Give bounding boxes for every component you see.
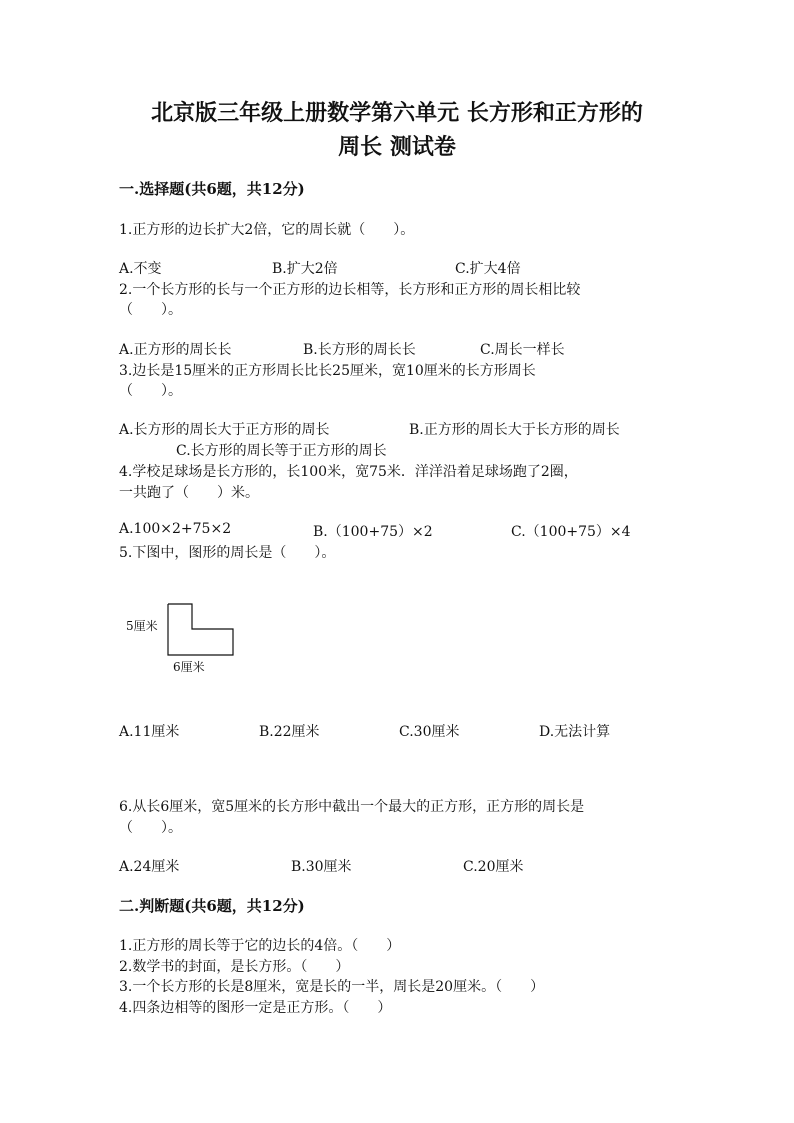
- question-1-text: 1.正方形的边长扩大2倍，它的周长就（ ）。: [119, 222, 415, 238]
- judgement-item-3: 3.一个长方形的长是8厘米，宽是长的一半，周长是20厘米。（ ）: [119, 979, 545, 995]
- question-2-text-line2: （ ）。: [119, 302, 182, 318]
- question-6-text-line2: （ ）。: [119, 820, 182, 836]
- page-title: [100, 96, 694, 164]
- question-2-option-a[interactable]: A.正方形的周长长: [119, 342, 232, 358]
- question-2-option-b[interactable]: B.长方形的周长长: [303, 342, 416, 358]
- judgement-item-2: 2.数学书的封面，是长方形。（ ）: [119, 959, 350, 975]
- page-title-line2: 周长 测试卷: [338, 134, 456, 160]
- question-5-text: 5.下图中，图形的周长是（ ）。: [119, 545, 336, 561]
- question-5-option-a[interactable]: A.11厘米: [119, 724, 180, 740]
- question-2-text-line1: 2.一个长方形的长与一个正方形的边长相等，长方形和正方形的周长相比较: [119, 282, 581, 298]
- question-5-option-b[interactable]: B.22厘米: [259, 724, 320, 740]
- section-header-judgement: 二.判断题(共6题，共12分): [119, 897, 305, 915]
- question-1-option-b[interactable]: B.扩大2倍: [272, 261, 338, 277]
- question-3-option-b[interactable]: B.正方形的周长大于长方形的周长: [409, 422, 620, 438]
- question-6-option-a[interactable]: A.24厘米: [119, 859, 180, 875]
- question-3-text-line2: （ ）。: [119, 383, 182, 399]
- section-header-choice: 一.选择题(共6题，共12分): [119, 180, 305, 198]
- l-shape-outline: [168, 604, 233, 655]
- judgement-item-1: 1.正方形的周长等于它的边长的4倍。（ ）: [119, 938, 401, 954]
- l-shape-figure: [120, 596, 260, 686]
- question-2-option-c[interactable]: C.周长一样长: [480, 342, 565, 358]
- question-6-option-c[interactable]: C.20厘米: [463, 859, 524, 875]
- judgement-item-4: 4.四条边相等的图形一定是正方形。（ ）: [119, 1000, 392, 1016]
- page-title-line1: 北京版三年级上册数学第六单元 长方形和正方形的: [151, 100, 643, 126]
- figure-label-height: 5厘米: [126, 619, 158, 633]
- question-4-text-line1: 4.学校足球场是长方形的，长100米，宽75米．洋洋沿着足球场跑了2圈，: [119, 464, 578, 480]
- question-3-option-c[interactable]: C.长方形的周长等于正方形的周长: [176, 443, 387, 459]
- question-5-option-d[interactable]: D.无法计算: [539, 724, 611, 740]
- question-6-text-line1: 6.从长6厘米，宽5厘米的长方形中截出一个最大的正方形，正方形的周长是: [119, 799, 585, 815]
- question-6-option-b[interactable]: B.30厘米: [291, 859, 352, 875]
- question-4-text-line2: 一共跑了（ ）米。: [119, 485, 259, 501]
- question-4-option-b[interactable]: B.（100+75）×2: [313, 524, 433, 540]
- question-3-text-line1: 3.边长是15厘米的正方形周长比长25厘米，宽10厘米的长方形周长: [119, 363, 536, 379]
- question-1-option-c[interactable]: C.扩大4倍: [455, 261, 521, 277]
- question-3-option-a[interactable]: A.长方形的周长大于正方形的周长: [119, 422, 330, 438]
- figure-label-width: 6厘米: [173, 660, 205, 674]
- question-1-option-a[interactable]: A.不变: [119, 261, 162, 277]
- question-4-option-c[interactable]: C.（100+75）×4: [511, 524, 631, 540]
- question-4-option-a[interactable]: A.100×2+75×2: [119, 521, 232, 537]
- question-5-option-c[interactable]: C.30厘米: [399, 724, 460, 740]
